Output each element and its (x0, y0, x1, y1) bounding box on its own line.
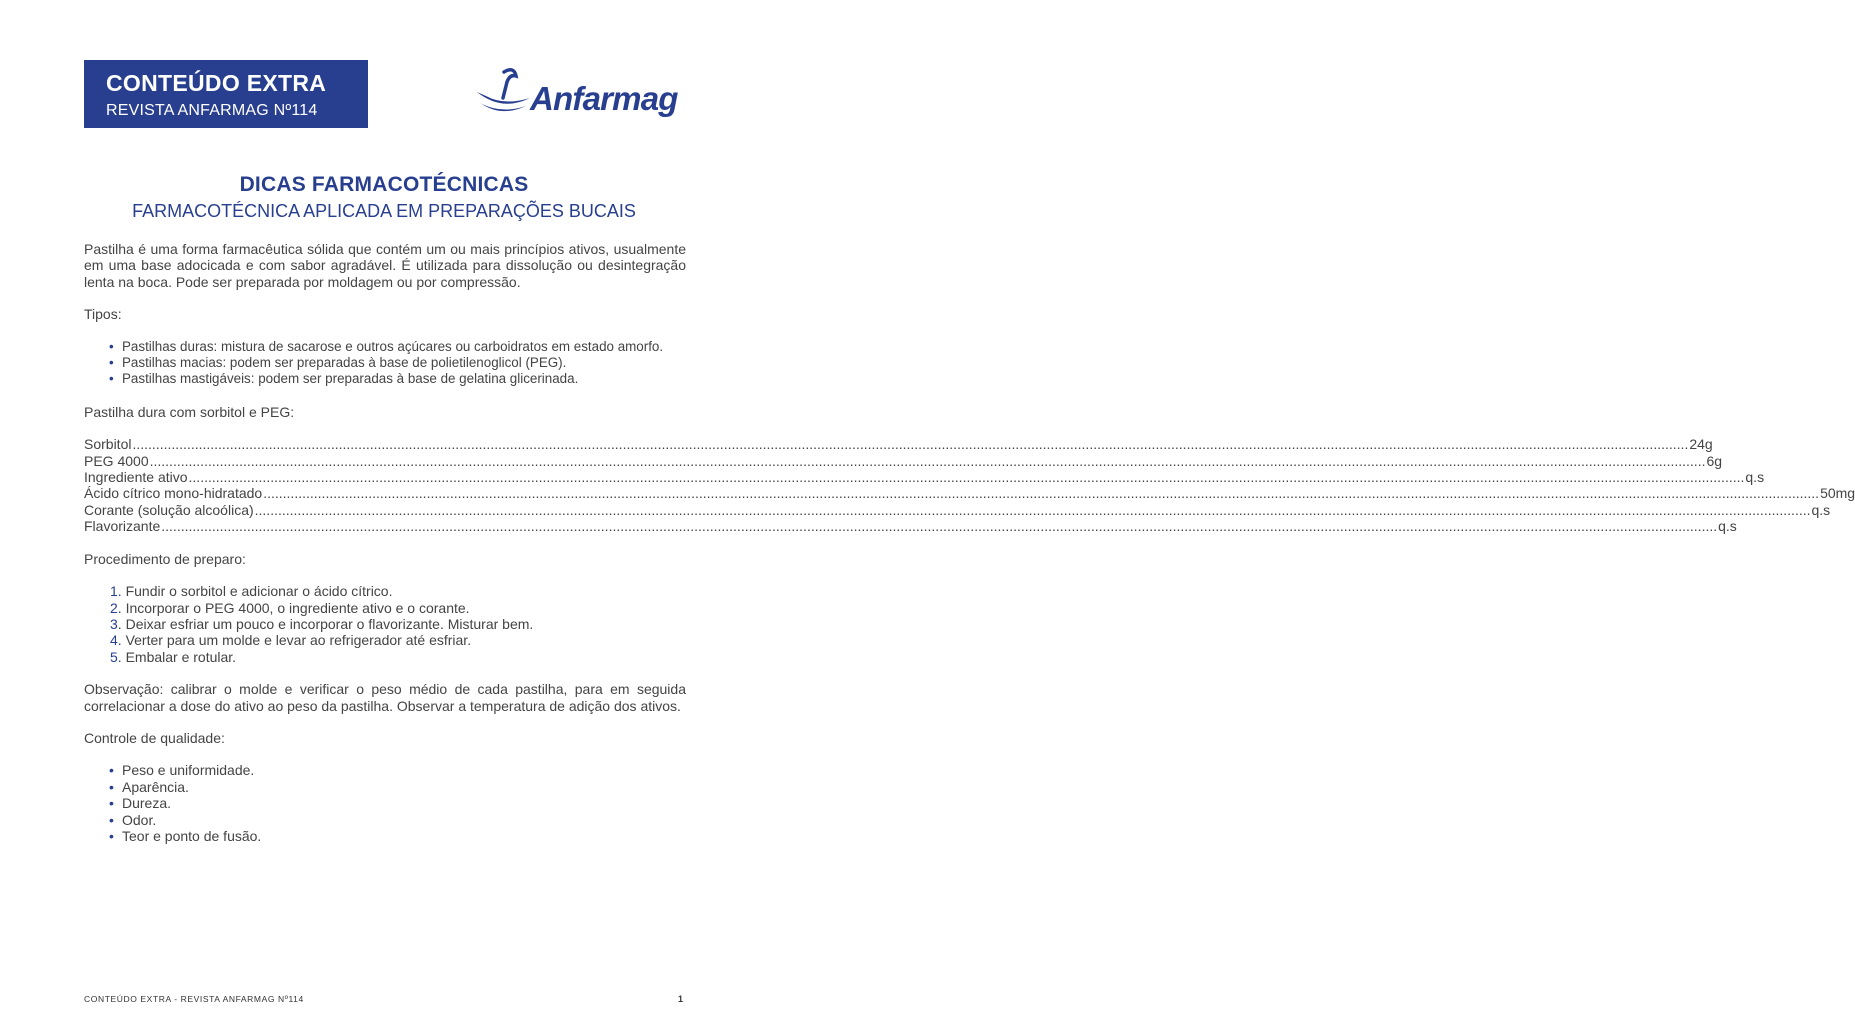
header-banner (84, 60, 368, 128)
list-item: • Pastilhas duras: mistura de sacarose e outros açúcares ou carboidratos em estado amorfo. (109, 338, 664, 354)
document-body (84, 241, 1855, 844)
list-item: • Pastilhas macias: podem ser preparadas à base de polietilenoglicol (PEG). (109, 355, 567, 371)
step-item: 1. Fundir o sorbitol e adicionar o ácido cítrico. (110, 583, 393, 600)
bullet-icon: • (109, 762, 114, 779)
dot-leader: ................................................................................................................................................................................................................................................................................................................................................................................................................ (149, 452, 1706, 469)
formula-row: PEG 4000 ................................................................................................................................................................................................................................................................................................................................................................................................................ 6g (84, 452, 1723, 469)
bullet-icon: • (109, 371, 114, 387)
page-number: 1 (678, 994, 684, 1004)
banner-title: CONTEÚDO EXTRA (106, 70, 327, 96)
list-item: • Odor. (109, 811, 157, 828)
procedimento-heading: Procedimento de preparo: (84, 550, 246, 567)
step-item: 2. Incorporar o PEG 4000, o ingrediente ativo e o corante. (110, 599, 470, 616)
list-item: • Teor e ponto de fusão. (109, 827, 262, 844)
bullet-icon: • (109, 811, 114, 828)
tipos-heading: Tipos: (84, 306, 122, 323)
tipos-list (84, 339, 686, 388)
bullet-icon: • (109, 827, 114, 844)
mortar-pestle-icon (474, 68, 532, 118)
bullet-icon: • (109, 355, 114, 371)
procedimento-steps (84, 583, 686, 665)
banner-subtitle: REVISTA ANFARMAG Nº114 (106, 102, 318, 119)
step-item: 5. Embalar e rotular. (110, 648, 237, 665)
page-subtitle: FARMACOTÉCNICA APLICADA EM PREPARAÇÕES BUCAIS (132, 201, 636, 221)
formula-row: Flavorizante ................................................................................................................................................................................................................................................................................................................................................................................................................ q.s (84, 518, 1737, 535)
formula-row: Sorbitol ................................................................................................................................................................................................................................................................................................................................................................................................................ 24g (84, 436, 1713, 453)
step-item: 4. Verter para um molde e levar ao refrigerador até esfriar. (110, 632, 472, 649)
bullet-icon: • (109, 795, 114, 812)
bullet-icon: • (109, 778, 114, 795)
controle-list (84, 762, 686, 844)
anfarmag-logo (474, 64, 688, 122)
formula-row: Corante (solução alcoólica) ................................................................................................................................................................................................................................................................................................................................................................................................................ q.s (84, 501, 1831, 518)
formula-row: Ingrediente ativo ................................................................................................................................................................................................................................................................................................................................................................................................................ q.s (84, 469, 1765, 486)
dot-leader: ................................................................................................................................................................................................................................................................................................................................................................................................................ (188, 469, 1745, 486)
formula-row: Ácido cítrico mono-hidratado ................................................................................................................................................................................................................................................................................................................................................................................................................ 50mg (84, 485, 1855, 502)
controle-heading: Controle de qualidade: (84, 729, 225, 746)
list-item: • Pastilhas mastigáveis: podem ser preparadas à base de gelatina glicerinada. (109, 371, 579, 387)
footer-text: CONTEÚDO EXTRA - REVISTA ANFARMAG Nº114 (84, 994, 304, 1004)
observacao-paragraph: Observação: calibrar o molde e verificar o peso médio de cada pastilha, para em seguida correlacionar a dose do ativo ao peso da pastilha. Observar a temperatura de adição dos ativos. (84, 681, 686, 714)
list-item: • Dureza. (109, 795, 172, 812)
logo-wordmark: Anfarmag (530, 80, 678, 117)
intro-paragraph: Pastilha é uma forma farmacêutica sólida que contém um ou mais princípios ativos, usualmente em uma base adocicada e com sabor agradável. É utilizada para dissolução ou desintegração lenta na boca. Pode ser preparada por moldagem ou por compressão. (84, 241, 686, 290)
dot-leader: ................................................................................................................................................................................................................................................................................................................................................................................................................ (132, 436, 1689, 453)
formula-table (84, 436, 1855, 535)
page-title: DICAS FARMACOTÉCNICAS (239, 173, 529, 196)
step-item: 3. Deixar esfriar um pouco e incorporar o flavorizante. Misturar bem. (110, 615, 534, 632)
list-item: • Peso e uniformidade. (109, 762, 255, 779)
dot-leader: ................................................................................................................................................................................................................................................................................................................................................................................................................ (254, 501, 1811, 518)
list-item: • Aparência. (109, 778, 189, 795)
dot-leader: ................................................................................................................................................................................................................................................................................................................................................................................................................ (161, 518, 1718, 535)
bullet-icon: • (109, 338, 114, 354)
dot-leader: ................................................................................................................................................................................................................................................................................................................................................................................................................ (263, 485, 1820, 502)
formula-heading: Pastilha dura com sorbitol e PEG: (84, 403, 295, 420)
